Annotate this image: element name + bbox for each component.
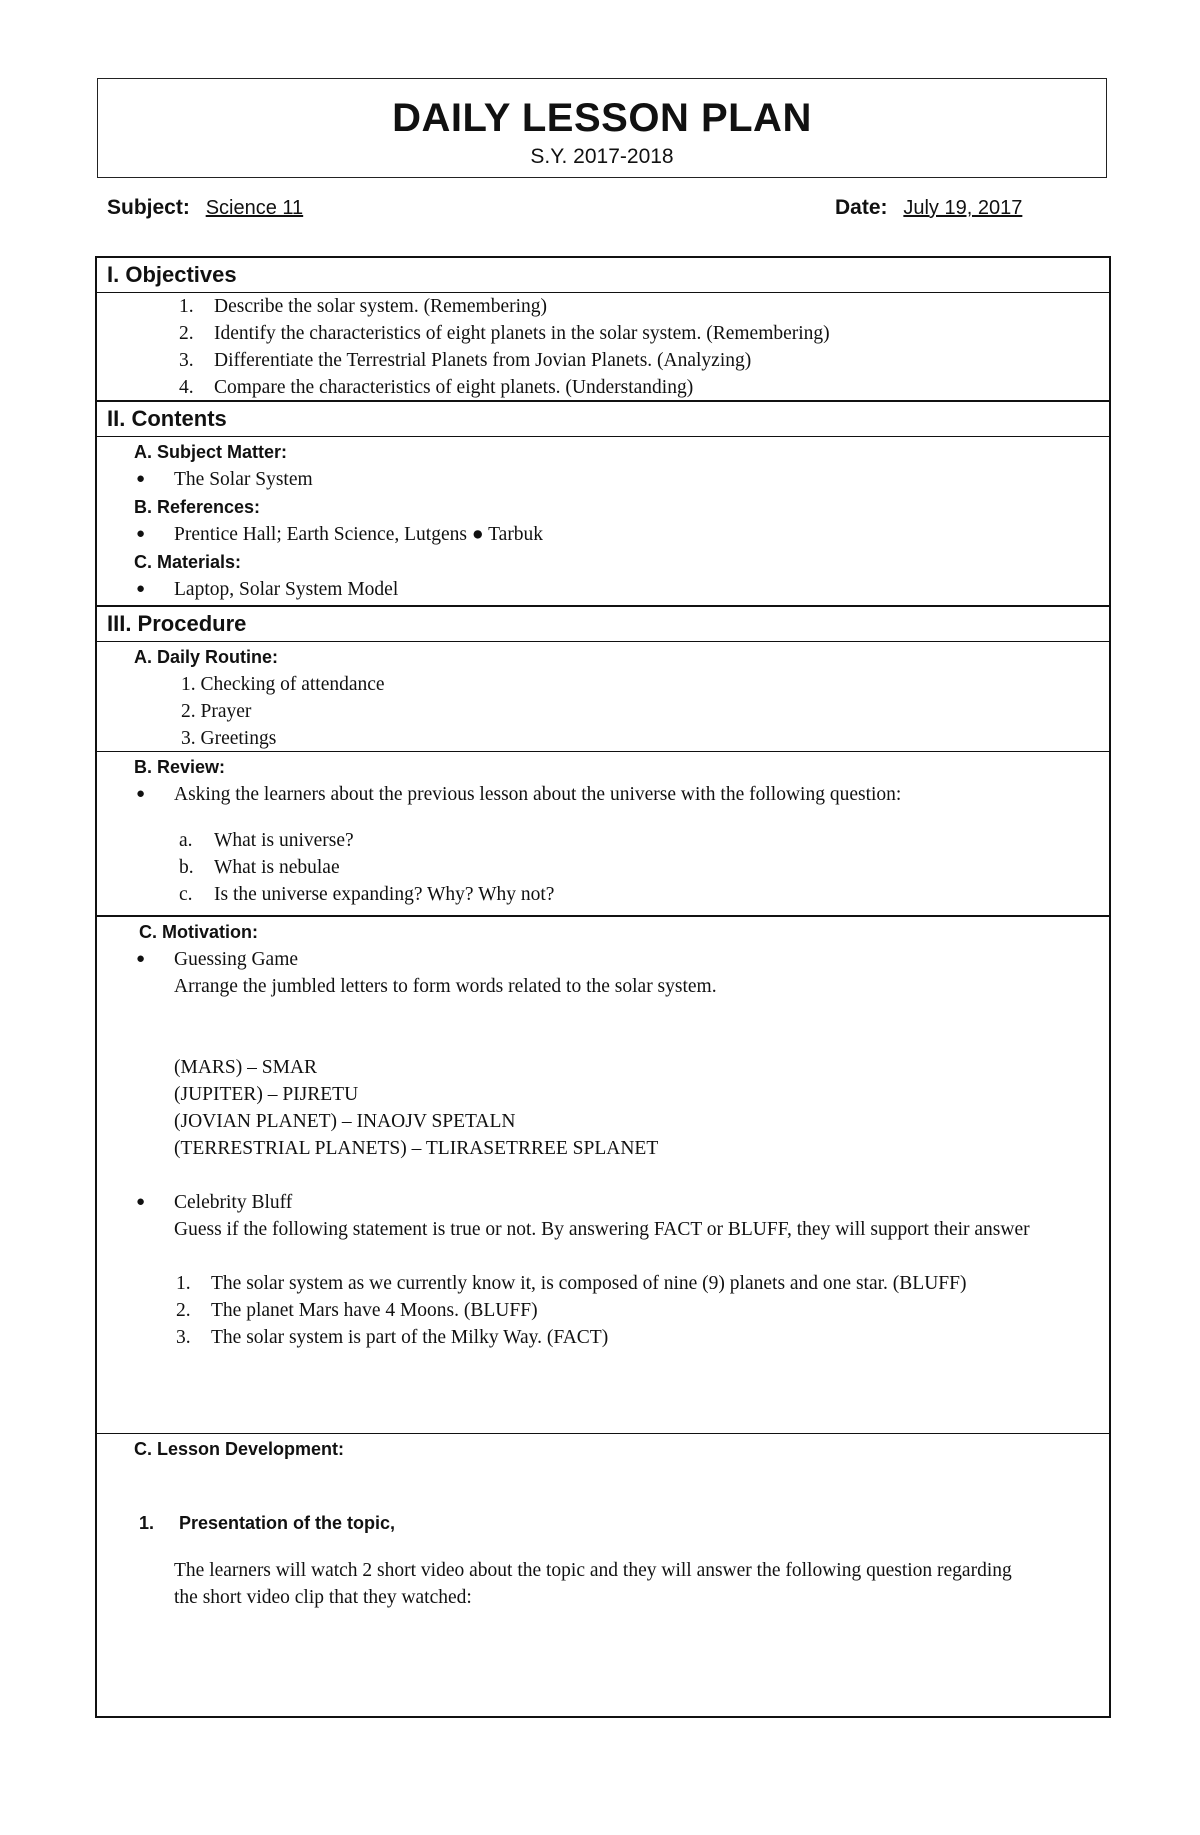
- routine-item: 3. Greetings: [181, 728, 277, 749]
- objective-item: 3. Differentiate the Terrestrial Planets from Jovian Planets. (Analyzing): [179, 350, 752, 371]
- daily-routine-section: [97, 642, 1109, 752]
- presentation-text: The learners will watch 2 short video about the topic and they will answer the following question regarding the short video clip that they watched:: [174, 1560, 1012, 1608]
- references-item: ● Prentice Hall; Earth Science, Lutgens ● Tarbuk: [134, 521, 1109, 548]
- motivation-games: [134, 946, 1109, 1243]
- presentation-heading: [134, 1509, 1109, 1537]
- review-question: c. Is the universe expanding? Why? Why not?: [179, 884, 555, 905]
- date-label: Date:: [835, 196, 888, 219]
- objectives-heading-row: [97, 258, 1109, 293]
- jumbled-word: (MARS) – SMAR: [174, 1057, 318, 1078]
- bluff-statement: 2. The planet Mars have 4 Moons. (BLUFF): [176, 1300, 538, 1321]
- contents-body: [97, 437, 1109, 607]
- materials-list: [134, 576, 1109, 603]
- objectives-list: [97, 293, 1109, 401]
- jumbled-word: (JOVIAN PLANET) – INAOJV SPETALN: [174, 1111, 516, 1132]
- subject-value: Science 11: [205, 197, 304, 219]
- review-label: B. Review:: [134, 757, 226, 777]
- subject-matter-label: A. Subject Matter:: [134, 442, 288, 462]
- document-title: DAILY LESSON PLAN: [392, 96, 812, 140]
- jumbled-word: (JUPITER) – PIJRETU: [174, 1084, 359, 1105]
- routine-item: 2. Prayer: [181, 701, 252, 722]
- procedure-heading: III. Procedure: [107, 611, 247, 636]
- motivation-label: C. Motivation:: [139, 922, 258, 942]
- daily-routine-label: A. Daily Routine:: [134, 647, 279, 667]
- celebrity-bluff-instruction: Guess if the following statement is true or not. By answering FACT or BLUFF, they will support their answer: [174, 1219, 1030, 1240]
- review-intro-list: [134, 781, 1109, 808]
- review-question: b. What is nebulae: [179, 857, 340, 878]
- celebrity-bluff-title: ● Celebrity Bluff: [174, 1192, 293, 1213]
- review-questions: [134, 827, 1109, 908]
- objectives-body: [97, 293, 1109, 402]
- materials-item: ● Laptop, Solar System Model: [134, 576, 1109, 603]
- subject-matter-list: [134, 466, 1109, 493]
- lesson-development-section: [97, 1434, 1109, 1716]
- motivation-section: [97, 917, 1109, 1434]
- guessing-game-title: ● Guessing Game: [174, 949, 299, 970]
- review-question: a. What is universe?: [179, 830, 354, 851]
- objective-item: 4. Compare the characteristics of eight planets. (Understanding): [179, 377, 694, 398]
- jumbled-word: (TERRESTRIAL PLANETS) – TLIRASETRREE SPLANET: [174, 1138, 659, 1159]
- school-year: S.Y. 2017-2018: [530, 145, 674, 168]
- title-box: [97, 78, 1107, 178]
- contents-heading-row: [97, 402, 1109, 437]
- subject-matter-item: ● The Solar System: [134, 466, 1109, 493]
- contents-heading: II. Contents: [107, 406, 227, 431]
- references-label: B. References:: [134, 497, 261, 517]
- daily-routine-list: [134, 671, 1109, 752]
- objective-item: 1. Describe the solar system. (Remembering): [179, 296, 548, 317]
- review-section: [97, 752, 1109, 917]
- procedure-heading-row: [97, 607, 1109, 642]
- bluff-statement: 1. The solar system as we currently know it, is composed of nine (9) planets and one star. (BLUFF): [176, 1273, 967, 1294]
- routine-item: 1. Checking of attendance: [181, 674, 385, 695]
- guessing-game-instruction: Arrange the jumbled letters to form words related to the solar system.: [174, 976, 717, 997]
- subject-row: [107, 196, 566, 220]
- bluff-statements: [134, 1270, 1109, 1351]
- presentation-number: 1.: [139, 1513, 155, 1533]
- subject-label: Subject:: [107, 196, 190, 219]
- guessing-game: [134, 946, 1109, 1189]
- date-row: [835, 196, 1036, 220]
- objective-item: 2. Identify the characteristics of eight planets in the solar system. (Remembering): [179, 323, 830, 344]
- bluff-statement: 3. The solar system is part of the Milky Way. (FACT): [176, 1327, 609, 1348]
- review-intro: ● Asking the learners about the previous lesson about the universe with the following question:: [134, 781, 1109, 808]
- date-value: July 19, 2017: [903, 197, 1023, 219]
- lesson-plan-table: [95, 256, 1111, 1718]
- lesson-development-label: C. Lesson Development:: [134, 1439, 345, 1459]
- references-list: [134, 521, 1109, 548]
- materials-label: C. Materials:: [134, 552, 242, 572]
- presentation-title: Presentation of the topic,: [179, 1513, 396, 1533]
- celebrity-bluff: [134, 1189, 1109, 1243]
- objectives-heading: I. Objectives: [107, 262, 237, 287]
